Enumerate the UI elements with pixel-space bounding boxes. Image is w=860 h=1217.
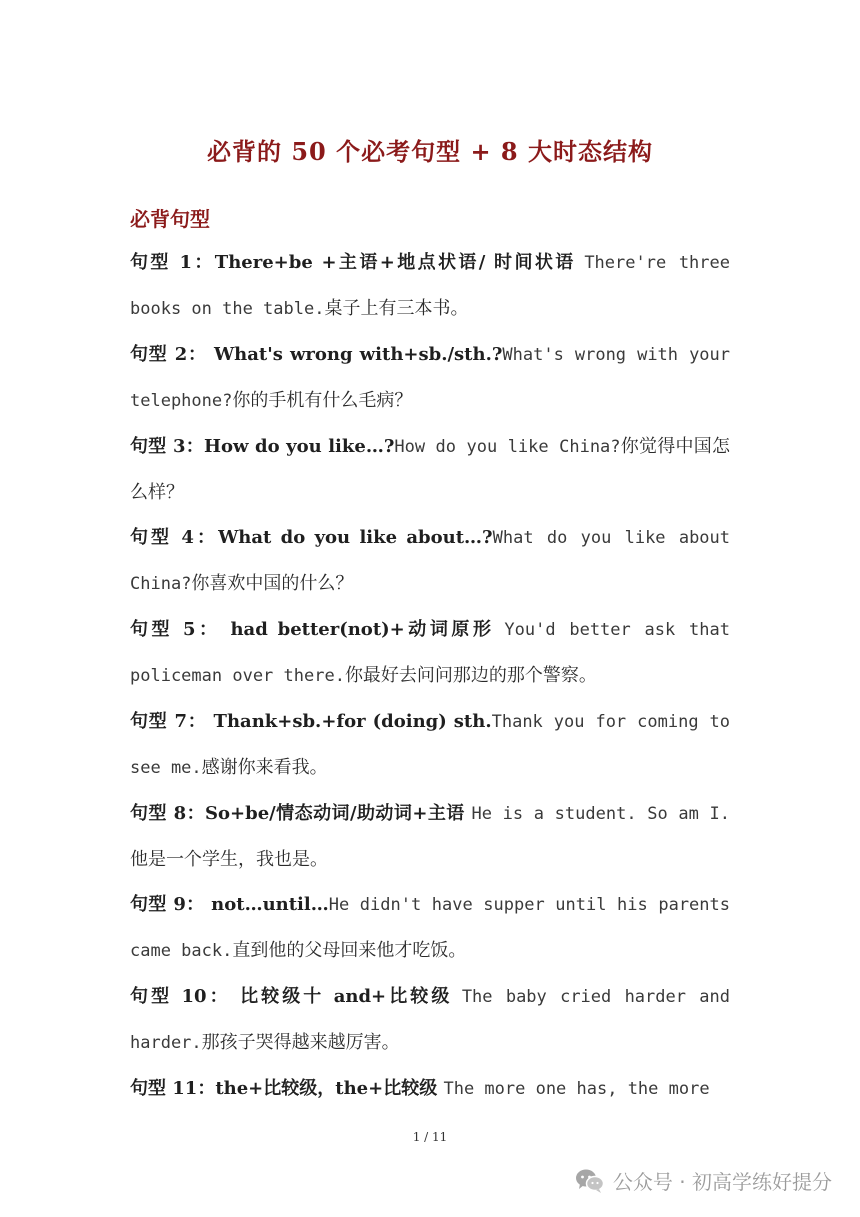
pattern-list xyxy=(130,240,730,1112)
pattern-translation: 桌子上有三本书。 xyxy=(324,298,469,319)
pattern-item xyxy=(130,424,730,515)
pattern-item xyxy=(130,607,730,699)
pattern-translation: 感谢你来看我。 xyxy=(201,757,328,778)
page-title: 必背的 50 个必考句型 + 8 大时态结构 xyxy=(207,137,653,166)
pattern-example: There're three books on the table. xyxy=(130,253,730,319)
pattern-translation: 那孩子哭得越来越厉害。 xyxy=(201,1032,400,1053)
pattern-label: 句型 5： xyxy=(130,619,231,640)
pattern-label: 句型 7： xyxy=(130,711,214,732)
pattern-label: 句型 8： xyxy=(130,803,206,824)
pattern-item xyxy=(130,791,730,882)
pattern-structure: not…until… xyxy=(211,894,329,915)
pattern-label: 句型 2： xyxy=(130,344,214,365)
pattern-example: How do you like China? xyxy=(394,437,621,457)
pattern-structure: What's wrong with+sb./sth.? xyxy=(213,344,503,365)
pattern-example: You'd better ask that policeman over there. xyxy=(130,620,730,686)
pattern-item xyxy=(130,974,730,1066)
pattern-example: The baby cried harder and harder. xyxy=(130,987,730,1053)
pattern-label: 句型 4： xyxy=(130,527,219,548)
pattern-example: What do you like about China? xyxy=(130,528,731,594)
watermark xyxy=(575,1166,832,1195)
pattern-label: 句型 1： xyxy=(130,252,215,273)
pattern-translation: 你觉得中国怎么样？ xyxy=(130,436,731,503)
pattern-structure: There+be +主语+地点状语/ 时间状语 xyxy=(214,252,585,273)
pattern-structure: the+比较级，the+比较级 xyxy=(215,1078,444,1099)
page-number: 1 / 11 xyxy=(412,1130,448,1144)
pattern-item xyxy=(130,240,730,332)
watermark-text: 公众号 · 初高学练好提分 xyxy=(612,1170,832,1194)
pattern-item xyxy=(130,332,730,424)
pattern-item xyxy=(130,699,730,791)
pattern-structure: had better(not)+动词原形 xyxy=(230,619,505,640)
pattern-label: 句型 11： xyxy=(130,1078,216,1099)
pattern-example: What's wrong with your telephone? xyxy=(130,345,731,411)
pattern-structure: 比较级十 and+比较级 xyxy=(240,986,462,1007)
pattern-example: He didn't have supper until his parents came back. xyxy=(130,895,730,961)
pattern-label: 句型 10： xyxy=(130,986,241,1007)
pattern-example: He is a student. So am I. xyxy=(471,804,731,824)
pattern-label: 句型 3： xyxy=(130,436,205,457)
pattern-structure: Thank+sb.+for (doing) sth. xyxy=(213,711,492,732)
pattern-translation: 你最好去问问那边的那个警察。 xyxy=(344,665,597,686)
wechat-icon xyxy=(575,1168,605,1194)
pattern-item xyxy=(130,515,730,607)
pattern-item xyxy=(130,1066,730,1112)
pattern-structure: What do you like about…? xyxy=(218,527,493,548)
pattern-translation: 你喜欢中国的什么？ xyxy=(191,573,354,594)
pattern-label: 句型 9： xyxy=(130,894,212,915)
section-heading: 必背句型 xyxy=(130,207,210,231)
pattern-item xyxy=(130,882,730,974)
pattern-translation: 直到他的父母回来他才吃饭。 xyxy=(232,940,467,961)
pattern-example: The more one has, the more xyxy=(443,1079,710,1099)
pattern-example: Thank you for coming to see me. xyxy=(130,712,731,778)
pattern-structure: So+be/情态动词/助动词+主语 xyxy=(205,803,472,824)
pattern-translation: 他是一个学生，我也是。 xyxy=(130,849,328,870)
pattern-structure: How do you like…? xyxy=(204,436,395,457)
pattern-translation: 你的手机有什么毛病？ xyxy=(232,390,413,411)
